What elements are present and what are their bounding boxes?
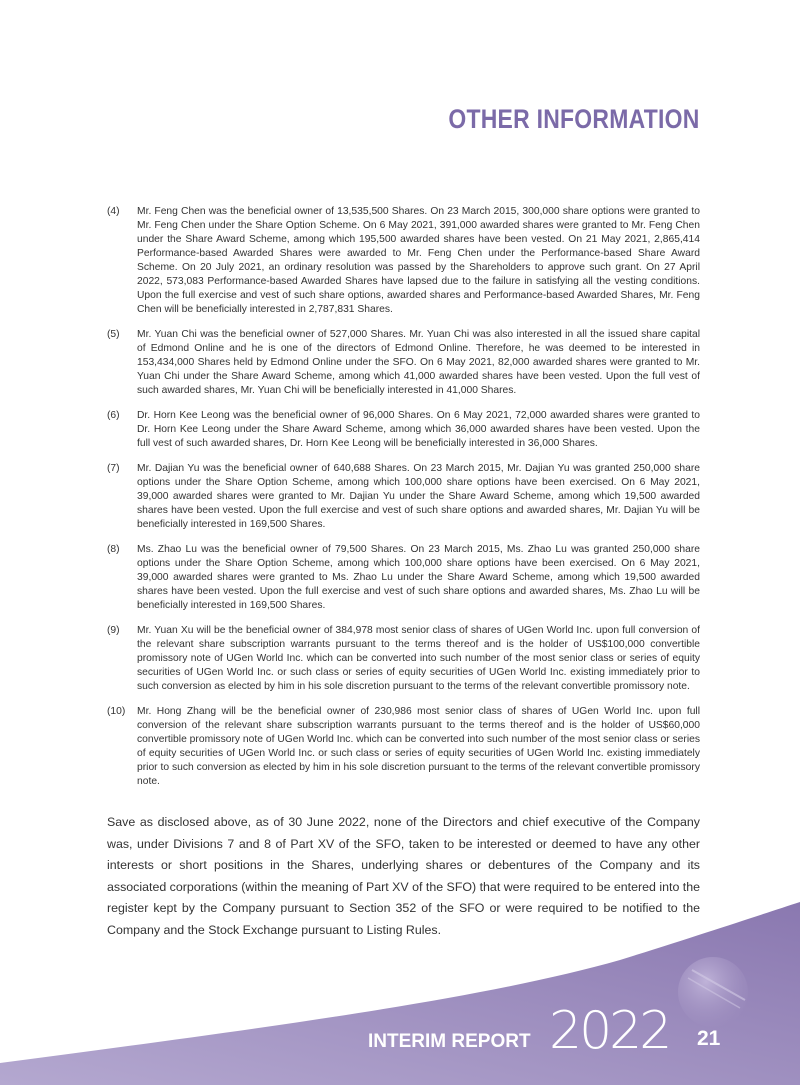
note-item <box>107 543 700 613</box>
note-item <box>107 624 700 694</box>
note-number: (5) <box>107 329 120 340</box>
note-number: (4) <box>107 206 120 217</box>
summary-paragraph: Save as disclosed above, as of 30 June 2022, none of the Directors and chief executive of the Company was, under Divisions 7 and 8 of Part XV of the SFO, taken to be interested or deemed to have any other interests or short positions in the Shares, underlying shares or debentures of the Company and its associated corporations (within the meaning of Part XV of the SFO) that were required to be entered into the register kept by the Company pursuant to Section 352 of the SFO or were required to be notified to the Company and the Stock Exchange pursuant to Listing Rules. <box>107 815 701 937</box>
note-text: Ms. Zhao Lu was the beneficial owner of 79,500 Shares. On 23 March 2015, Ms. Zhao Lu was granted 250,000 share options under the Share Option Scheme, among which 100,000 share options have been exercised. On 6 May 2021, 39,000 awarded shares were granted to Ms. Zhao Lu under the Share Award Scheme, among which 19,500 awarded shares have been vested. Upon the full exercise and vest of such share options and awarded shares, Ms. Zhao Lu will be beneficially interested in 169,500 Shares. <box>137 544 700 611</box>
note-text: Mr. Dajian Yu was the beneficial owner of 640,688 Shares. On 23 March 2015, Mr. Dajian Yu was granted 250,000 share options under the Share Option Scheme, among which 100,000 share options have been exercised. On 6 May 2021, 39,000 awarded shares were granted to Mr. Dajian Yu under the Share Award Scheme, among which 19,500 awarded shares have been vested. Upon the full exercise and vest of such share options and awarded shares, Mr. Dajian Yu will be beneficially interested in 169,500 Shares. <box>137 463 700 530</box>
note-item <box>107 328 700 398</box>
note-number: (8) <box>107 544 120 555</box>
note-item <box>107 205 700 317</box>
report-label: INTERIM REPORT <box>368 1031 531 1052</box>
notes-list <box>107 205 700 800</box>
note-number: (6) <box>107 410 120 421</box>
note-text: Dr. Horn Kee Leong was the beneficial owner of 96,000 Shares. On 6 May 2021, 72,000 awarded shares were granted to Dr. Horn Kee Leong under the Share Award Scheme, among which 36,000 awarded shares have been vested. Upon the full vest of such awarded shares, Dr. Horn Kee Leong will be beneficially interested in 36,000 Shares. <box>137 410 700 449</box>
note-number: (9) <box>107 625 120 636</box>
note-number: (7) <box>107 463 120 474</box>
page-title: OTHER INFORMATION <box>448 104 700 134</box>
note-text: Mr. Yuan Xu will be the beneficial owner of 384,978 most senior class of shares of UGen World Inc. upon full conversion of the relevant share subscription warrants pursuant to the terms thereof and is the holder of US$100,000 convertible promissory note of UGen World Inc. which can be converted into such number of the most senior class or series of equity securities of UGen World Inc. or such class or series of equity securities of UGen World Inc. existing immediately prior to such conversion as elected by him in his sole discretion pursuant to the terms of the relevant convertible promissory note. <box>137 625 700 692</box>
report-year: 2022 <box>549 1001 670 1061</box>
note-item <box>107 462 700 532</box>
page-number: 21 <box>697 1027 721 1050</box>
page-content <box>107 205 700 942</box>
note-number: (10) <box>107 706 126 717</box>
note-item <box>107 409 700 451</box>
note-text: Mr. Feng Chen was the beneficial owner of 13,535,500 Shares. On 23 March 2015, 300,000 share options were granted to Mr. Feng Chen under the Share Option Scheme. On 6 May 2021, 391,000 awarded shares were granted to Mr. Feng Chen under the Share Award Scheme, among which 195,500 awarded shares have been vested. On 21 May 2021, 2,865,414 Performance-based Awarded Shares were awarded to Mr. Feng Chen under the Performance-based Share Award Scheme. On 20 July 2021, an ordinary resolution was passed by the Shareholders to approve such grant. On 27 April 2022, 573,083 Performance-based Awarded Shares have lapsed due to the failure in satisfying all the vesting conditions. Upon the full exercise and vest of such share options, awarded shares and Performance-based Awarded Shares, Mr. Feng Chen will be beneficially interested in 2,787,831 Shares. <box>137 206 700 315</box>
note-text: Mr. Yuan Chi was the beneficial owner of 527,000 Shares. Mr. Yuan Chi was also interested in all the issued share capital of Edmond Online and he is one of the directors of Edmond Online. Therefore, he was deemed to be interested in 153,434,000 Shares held by Edmond Online under the SFO. On 6 May 2021, 82,000 awarded shares were granted to Mr. Yuan Chi under the Share Award Scheme, among which 41,000 awarded shares have been vested. Upon the full vest of such awarded shares, Mr. Yuan Chi will be beneficially interested in 41,000 Shares. <box>137 329 700 396</box>
note-item <box>107 705 700 789</box>
note-text: Mr. Hong Zhang will be the beneficial owner of 230,986 most senior class of shares of UGen World Inc. upon full conversion of the relevant share subscription warrants pursuant to the terms thereof and is the holder of US$60,000 convertible promissory note of UGen World Inc. which can be converted into such number of the most senior class or series of equity securities of UGen World Inc. or such class or series of equity securities of UGen World Inc. existing immediately prior to such conversion as elected by him in his sole discretion pursuant to the terms of the relevant convertible promissory note. <box>137 706 700 787</box>
